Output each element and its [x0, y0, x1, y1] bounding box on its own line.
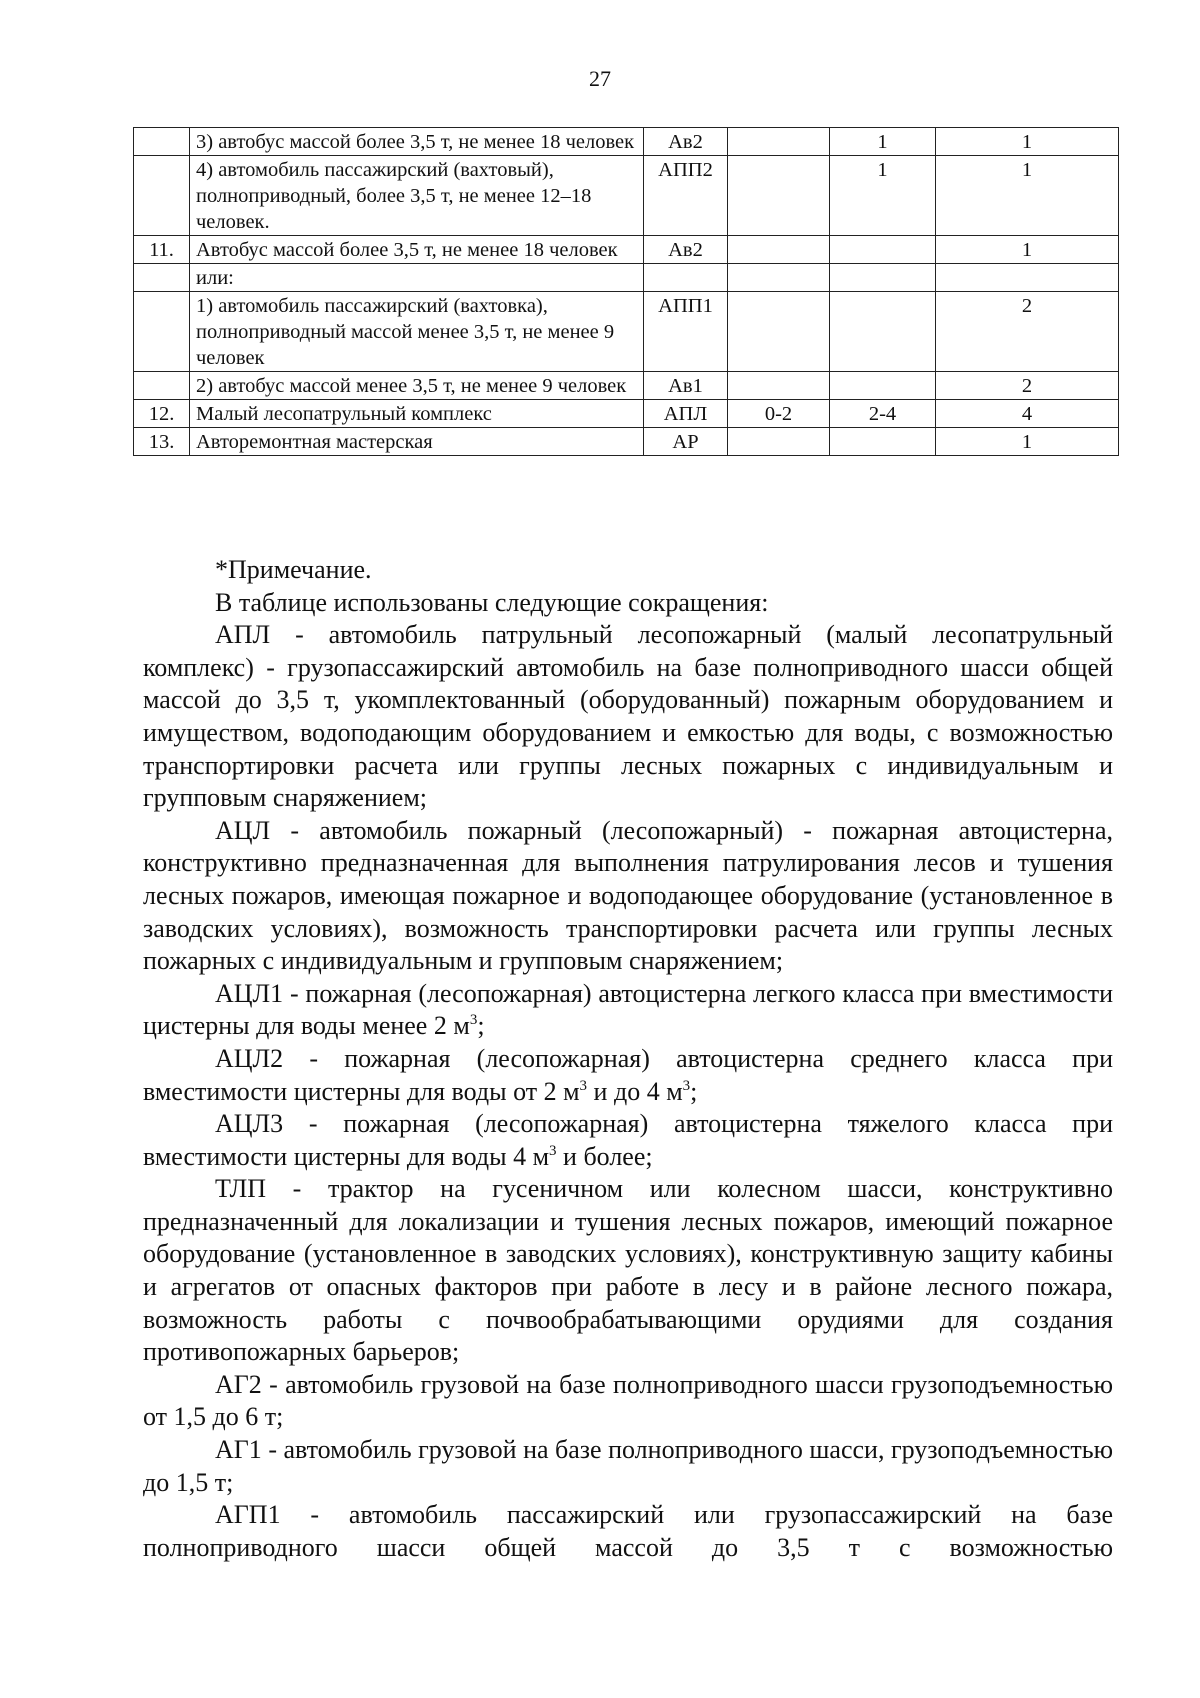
cell-value-3: 1: [936, 428, 1119, 456]
notes-section: [143, 554, 1113, 1564]
cell-value-1: [728, 264, 830, 292]
abbr-acl2-sup2: 3: [682, 1077, 691, 1094]
cell-code: АПП1: [644, 292, 728, 372]
cell-code: Ав1: [644, 372, 728, 400]
cell-value-2: [830, 372, 936, 400]
cell-value-2: 1: [830, 128, 936, 156]
cell-description: или:: [190, 264, 644, 292]
cell-code: Ав2: [644, 236, 728, 264]
cell-number: 11.: [134, 236, 190, 264]
cell-number: [134, 264, 190, 292]
abbr-acl1-sup: 3: [469, 1012, 478, 1029]
cell-number: [134, 372, 190, 400]
cell-value-1: 0-2: [728, 400, 830, 428]
abbr-acl3-sup: 3: [549, 1142, 557, 1159]
cell-value-1: [728, 236, 830, 264]
cell-code: АПЛ: [644, 400, 728, 428]
cell-value-3: 2: [936, 372, 1119, 400]
abbr-acl2-text: АЦЛ2 - пожарная (лесопожарная) автоцистерна среднего класса при вместимости цистерны для воды от 2 м: [143, 1043, 1113, 1106]
abbr-acl3-tail: и более;: [556, 1141, 653, 1171]
cell-number: [134, 128, 190, 156]
cell-description: 2) автобус массой менее 3,5 т, не менее 9 человек: [190, 372, 644, 400]
cell-code: Ав2: [644, 128, 728, 156]
cell-value-2: [830, 292, 936, 372]
cell-number: [134, 292, 190, 372]
abbr-acl3-text: АЦЛ3 - пожарная (лесопожарная) автоцистерна тяжелого класса при вместимости цистерны для воды 4 м: [143, 1109, 1113, 1171]
table-row: [134, 372, 1119, 400]
cell-code: АР: [644, 428, 728, 456]
abbr-agp1: АГП1 - автомобиль пассажирский или грузопассажирский на базе полноприводного шасси общей массой до 3,5 т с возможностью: [143, 1500, 1113, 1562]
cell-number: 12.: [134, 400, 190, 428]
cell-value-3: 2: [936, 292, 1119, 372]
cell-value-1: [728, 156, 830, 236]
table-row: [134, 236, 1119, 264]
cell-value-1: [728, 128, 830, 156]
abbr-ag2: АГ2 - автомобиль грузовой на базе полноприводного шасси грузоподъемностью от 1,5 до 6 т;: [143, 1369, 1113, 1432]
cell-value-1: [728, 372, 830, 400]
table-row: [134, 156, 1119, 236]
cell-value-1: [728, 428, 830, 456]
cell-number: [134, 156, 190, 236]
abbr-acl2-mid: и до 4 м: [587, 1076, 683, 1106]
equipment-table: [133, 127, 1119, 456]
cell-description: 4) автомобиль пассажирский (вахтовый), полноприводный, более 3,5 т, не менее 12–18 человек.: [190, 156, 644, 236]
abbr-apl: АПЛ - автомобиль патрульный лесопожарный (малый лесопатрульный комплекс) - грузопассажирский автомобиль на базе полноприводного шасси общей массой до 3,5 т, укомплектованный (оборудованный) пожарным оборудованием и имуществом, водоподающим оборудованием и емкостью для воды, с возможностью транспортировки расчета или группы лесных пожарных с индивидуальным и групповым снаряжением;: [143, 620, 1113, 813]
cell-description: Малый лесопатрульный комплекс: [190, 400, 644, 428]
abbr-acl2-sup1: 3: [579, 1077, 588, 1094]
cell-value-2: 2-4: [830, 400, 936, 428]
abbr-tlp: ТЛП - трактор на гусеничном или колесном шасси, конструктивно предназначенный для локализации и тушения лесных пожаров, имеющий пожарное оборудование (установленное в заводских условиях), конструктивную защиту кабины и агрегатов от опасных факторов при работе в лесу и в районе лесного пожара, возможность работы с почвообрабатывающими орудиями для создания противопожарных барьеров;: [143, 1174, 1113, 1367]
cell-number: 13.: [134, 428, 190, 456]
cell-value-1: [728, 292, 830, 372]
cell-description: 1) автомобиль пассажирский (вахтовка), полноприводный массой менее 3,5 т, не менее 9 человек: [190, 292, 644, 372]
table-body: [134, 128, 1119, 456]
cell-code: [644, 264, 728, 292]
abbr-ag1: АГ1 - автомобиль грузовой на базе полноприводного шасси, грузоподъемностью до 1,5 т;: [143, 1435, 1113, 1497]
cell-value-3: 1: [936, 128, 1119, 156]
cell-value-2: 1: [830, 156, 936, 236]
cell-value-3: [936, 264, 1119, 292]
table-row: [134, 292, 1119, 372]
cell-description: 3) автобус массой более 3,5 т, не менее 18 человек: [190, 128, 644, 156]
abbr-acl1-text: АЦЛ1 - пожарная (лесопожарная) автоцистерна легкого класса при вместимости цистерны для воды менее 2 м: [143, 978, 1113, 1041]
table-row: [134, 128, 1119, 156]
cell-value-3: 1: [936, 236, 1119, 264]
cell-value-3: 4: [936, 400, 1119, 428]
abbr-acl2: [143, 1043, 1113, 1108]
abbr-acl: АЦЛ - автомобиль пожарный (лесопожарный) - пожарная автоцистерна, конструктивно предназначенная для выполнения патрулирования лесов и тушения лесных пожаров, имеющая пожарное и водоподающее оборудование (установленное в заводских условиях), возможность транспортировки расчета или группы лесных пожарных с индивидуальным и групповым снаряжением;: [143, 815, 1113, 976]
cell-value-3: 1: [936, 156, 1119, 236]
cell-value-2: [830, 264, 936, 292]
note-title: *Примечание.: [215, 555, 372, 584]
cell-description: Авторемонтная мастерская: [190, 428, 644, 456]
table-row: [134, 428, 1119, 456]
abbr-acl1-tail: ;: [477, 1011, 485, 1041]
cell-value-2: [830, 236, 936, 264]
abbr-acl3: [143, 1108, 1113, 1173]
table-row: [134, 400, 1119, 428]
cell-code: АПП2: [644, 156, 728, 236]
table-row: [134, 264, 1119, 292]
cell-description: Автобус массой более 3,5 т, не менее 18 человек: [190, 236, 644, 264]
cell-value-2: [830, 428, 936, 456]
page-number: 27: [589, 66, 611, 91]
abbr-acl2-tail: ;: [690, 1076, 698, 1106]
abbr-acl1: [143, 978, 1113, 1043]
abbr-intro: В таблице использованы следующие сокращения:: [215, 587, 769, 617]
